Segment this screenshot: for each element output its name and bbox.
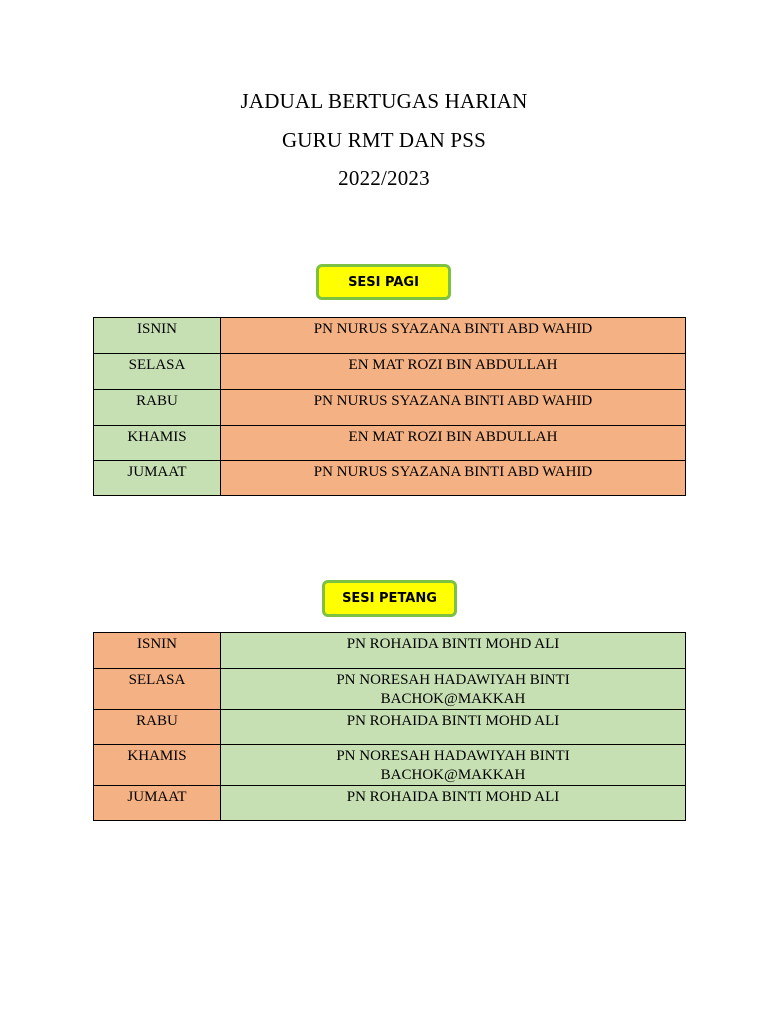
day-cell: ISNIN <box>94 633 221 669</box>
day-cell: KHAMIS <box>94 426 221 461</box>
teacher-cell: PN ROHAIDA BINTI MOHD ALI <box>221 710 686 745</box>
table-row <box>94 710 686 745</box>
table-row <box>94 390 686 426</box>
table-row <box>94 669 686 710</box>
table-row <box>94 426 686 461</box>
schedule-table-pagi <box>93 317 686 496</box>
session-label-pagi: SESI PAGI <box>316 264 451 300</box>
day-cell: ISNIN <box>94 318 221 354</box>
day-cell: SELASA <box>94 354 221 390</box>
day-cell: JUMAAT <box>94 461 221 496</box>
teacher-cell: EN MAT ROZI BIN ABDULLAH <box>221 354 686 390</box>
schedule-table-petang <box>93 632 686 821</box>
table-row <box>94 745 686 786</box>
table-row <box>94 633 686 669</box>
table-row <box>94 354 686 390</box>
title-line-3: 2022/2023 <box>338 166 430 190</box>
day-cell: RABU <box>94 390 221 426</box>
teacher-cell: PN NURUS SYAZANA BINTI ABD WAHID <box>221 390 686 426</box>
table-row <box>94 318 686 354</box>
session-label-petang: SESI PETANG <box>322 580 457 617</box>
title-line-1: JADUAL BERTUGAS HARIAN <box>240 89 528 113</box>
day-cell: JUMAAT <box>94 786 221 821</box>
teacher-cell: EN MAT ROZI BIN ABDULLAH <box>221 426 686 461</box>
table-row <box>94 786 686 821</box>
day-cell: KHAMIS <box>94 745 221 786</box>
teacher-cell: PN NURUS SYAZANA BINTI ABD WAHID <box>221 318 686 354</box>
teacher-cell: PN ROHAIDA BINTI MOHD ALI <box>221 786 686 821</box>
teacher-cell: PN NORESAH HADAWIYAH BINTI BACHOK@MAKKAH <box>221 669 686 710</box>
title-line-2: GURU RMT DAN PSS <box>281 128 487 152</box>
teacher-cell: PN ROHAIDA BINTI MOHD ALI <box>221 633 686 669</box>
teacher-cell: PN NURUS SYAZANA BINTI ABD WAHID <box>221 461 686 496</box>
table-row <box>94 461 686 496</box>
day-cell: RABU <box>94 710 221 745</box>
teacher-cell: PN NORESAH HADAWIYAH BINTI BACHOK@MAKKAH <box>221 745 686 786</box>
day-cell: SELASA <box>94 669 221 710</box>
